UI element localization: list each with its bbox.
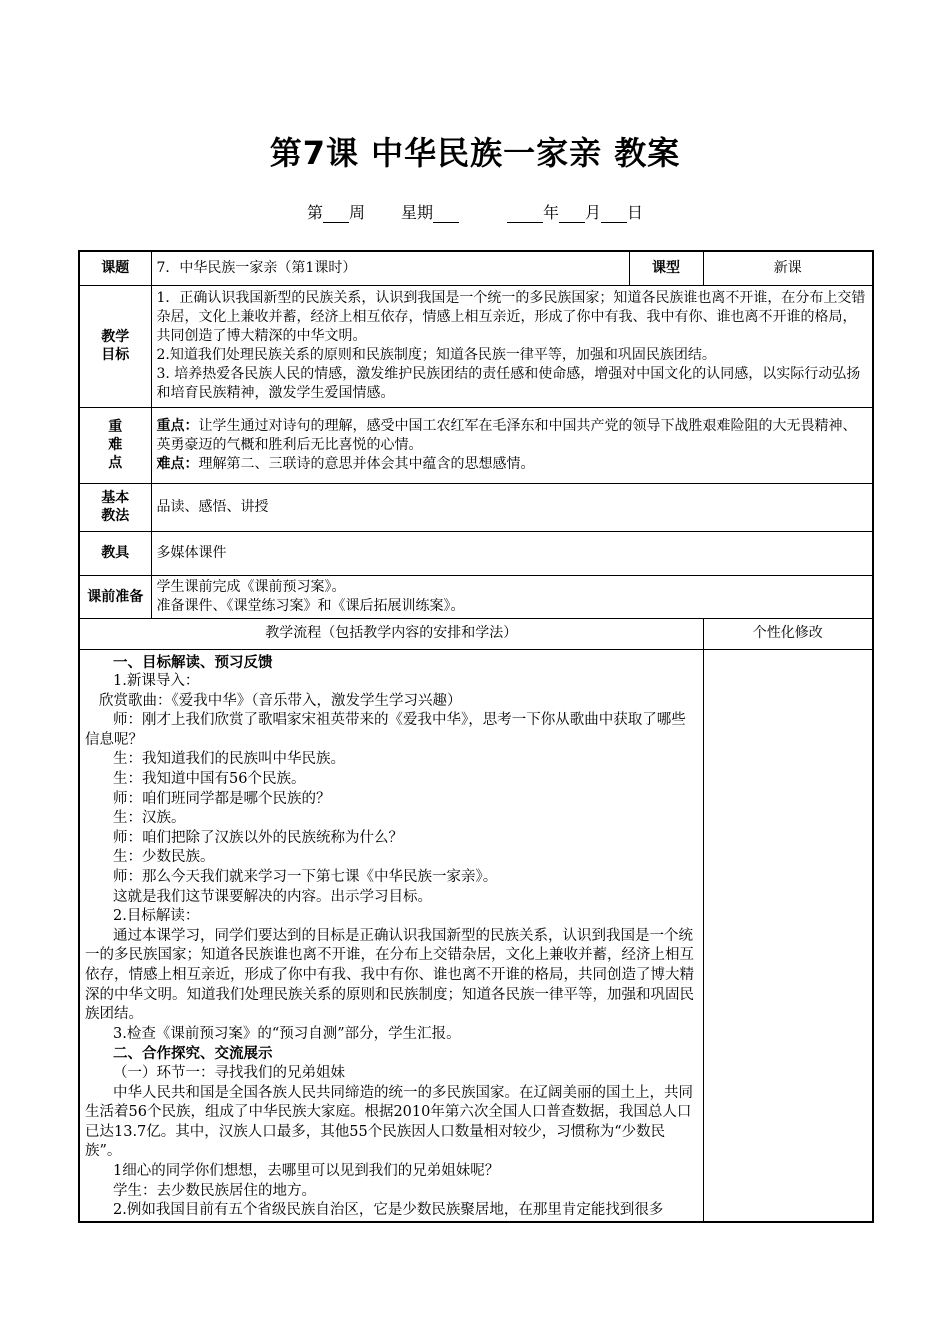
teacher-line-3: 师：咱们把除了汉族以外的民族统称为什么？ (113, 829, 403, 846)
method-label-text: 基本教法 (101, 490, 130, 524)
month-label: 月 (585, 203, 602, 222)
day-label: 日 (627, 203, 644, 222)
goal-3: 3. 培养热爱各民族人民的情感，激发维护民族团结的责任感和使命感，增强对中国文化的认同感，以实际行动弘扬和培育民族精神，激发学生爱国情感。 (156, 366, 861, 401)
student-line-4: 生：少数民族。 (113, 849, 215, 866)
flow-content (79, 649, 703, 1222)
week-suffix: 周 (348, 203, 365, 222)
song-line: 欣赏歌曲：《爱我中华》（音乐带入，激发学生学习兴趣） (99, 692, 462, 709)
prep-label (79, 575, 151, 618)
lesson-plan-table (78, 250, 874, 1223)
personal-header: 个性化修改 (703, 618, 873, 649)
focus-label-2: 难 (108, 437, 123, 453)
day-blank (601, 206, 627, 223)
prep-line-2: 准备课件、《课堂练习案》和《课后拓展训练案》。 (156, 597, 465, 614)
section-2-heading: 二、合作探究、交流展示 (113, 1045, 273, 1063)
focus-label (79, 407, 151, 483)
sub-1-3: 3.检查《课前预习案》的“预习自测”部分，学生汇报。 (113, 1025, 461, 1042)
method-label (79, 483, 151, 531)
key-point-label: 重点： (156, 417, 199, 434)
question-2: 2.例如我国目前有五个省级民族自治区，它是少数民族聚居地，在那里肯定能找到很多 (113, 1202, 664, 1219)
year-label: 年 (543, 203, 560, 222)
answer-1: 学生：去少数民族居住的地方。 (113, 1182, 316, 1199)
topic-value: 7．中华民族一家亲（第1课时） (151, 251, 629, 285)
section-1-heading: 一、目标解读、预习反馈 (113, 653, 273, 671)
page-title: 第7课 中华民族一家亲 教案 (269, 134, 681, 172)
teacher-line-2: 师：咱们班同学都是哪个民族的？ (113, 790, 331, 807)
goals-label-text: 教学目标 (101, 329, 130, 363)
goals-label (79, 285, 151, 407)
personal-notes-cell (703, 649, 873, 1222)
goal-1: 1．正确认识我国新型的民族关系，认识到我国是一个统一的多民族国家；知道各民族谁也离不开谁，在分布上交错杂居，文化上兼收并蓄，经济上相互依存，情感上相互亲近，形成了你中有我、我中有你、谁也离不开谁的格局，共同创造了博大精深的中华文明。 (156, 290, 866, 344)
weekday-blank (433, 206, 459, 223)
sub-1-2: 2.目标解读： (113, 908, 200, 925)
student-line-2: 生：我知道中国有56个民族。 (113, 771, 306, 788)
key-point-text: 让学生通过对诗句的理解，感受中国工农红军在毛泽东和中国共产党的领导下战胜艰难险阻的大无畏精神、英勇豪迈的气概和胜利后无比喜悦的心情。 (156, 417, 857, 453)
type-label: 课型 (629, 251, 703, 285)
flow-header: 教学流程（包括教学内容的安排和学法） (79, 618, 703, 649)
goals-cell (151, 285, 873, 407)
student-line-3: 生：汉族。 (113, 810, 186, 827)
month-blank (559, 206, 585, 223)
week-blank (323, 206, 349, 223)
topic-label: 课题 (79, 251, 151, 285)
date-line (0, 200, 950, 223)
prep-line-1: 学生课前完成《课前预习案》。 (156, 578, 346, 595)
focus-label-1: 重 (108, 419, 123, 435)
tools-label: 教具 (79, 531, 151, 575)
question-1: 1细心的同学你们想想，去哪里可以见到我们的兄弟姐妹呢？ (113, 1162, 500, 1179)
goal-2: 2.知道我们处理民族关系的原则和民族制度；知道各民族一律平等，加强和巩固民族团结。 (156, 347, 716, 363)
teacher-line-4: 师：那么今天我们就来学习一下第七课《中华民族一家亲》。 (113, 869, 498, 886)
difficulty-text: 理解第二、三联诗的意思并体会其中蕴含的思想感情。 (198, 455, 535, 472)
type-value: 新课 (703, 251, 873, 285)
prep-cell (151, 575, 873, 618)
weekday-label: 星期 (400, 203, 433, 222)
prep-label-text: 课前准备 (87, 588, 144, 605)
method-value: 品读、感悟、讲授 (151, 483, 873, 531)
week-prefix: 第 (306, 203, 323, 222)
goal-explanation: 通过本课学习，同学们要达到的目标是正确认识我国新型的民族关系，认识到我国是一个统一的多民族国家；知道各民族谁也离不开谁，在分布上交错杂居，文化上兼收并蓄，经济上相互依存，情感上相互亲近，形成了你中有我、我中有你、谁也离不开谁的格局，共同创造了博大精深的中华文明。知道我们处理民族关系的原则和民族制度；知道各民族一律平等，加强和巩固民族团结。 (85, 927, 694, 1023)
nation-intro: 中华人民共和国是全国各族人民共同缔造的统一的多民族国家。在辽阔美丽的国土上，共同生活着56个民族，组成了中华民族大家庭。根据2010年第六次全国人口普查数据，我国总人口已达13.7亿。其中，汉族人口最多，其他55个民族因人口数量相对较少，习惯称为“少数民族”。 (85, 1084, 693, 1160)
sub-1-1: 1.新课导入： (113, 673, 200, 690)
difficulty-label: 难点： (156, 455, 199, 472)
teacher-line-1: 师：刚才上我们欣赏了歌唱家宋祖英带来的《爱我中华》，思考一下你从歌曲中获取了哪些信息呢？ (85, 712, 686, 748)
focus-cell (151, 407, 873, 483)
teacher-line-5: 这就是我们这节课要解决的内容。出示学习目标。 (113, 888, 432, 905)
year-blank (507, 206, 543, 223)
tools-value: 多媒体课件 (151, 531, 873, 575)
link-1-heading: （一）环节一：寻找我们的兄弟姐妹 (113, 1064, 345, 1081)
focus-label-3: 点 (108, 455, 123, 471)
student-line-1: 生：我知道我们的民族叫中华民族。 (113, 751, 345, 768)
